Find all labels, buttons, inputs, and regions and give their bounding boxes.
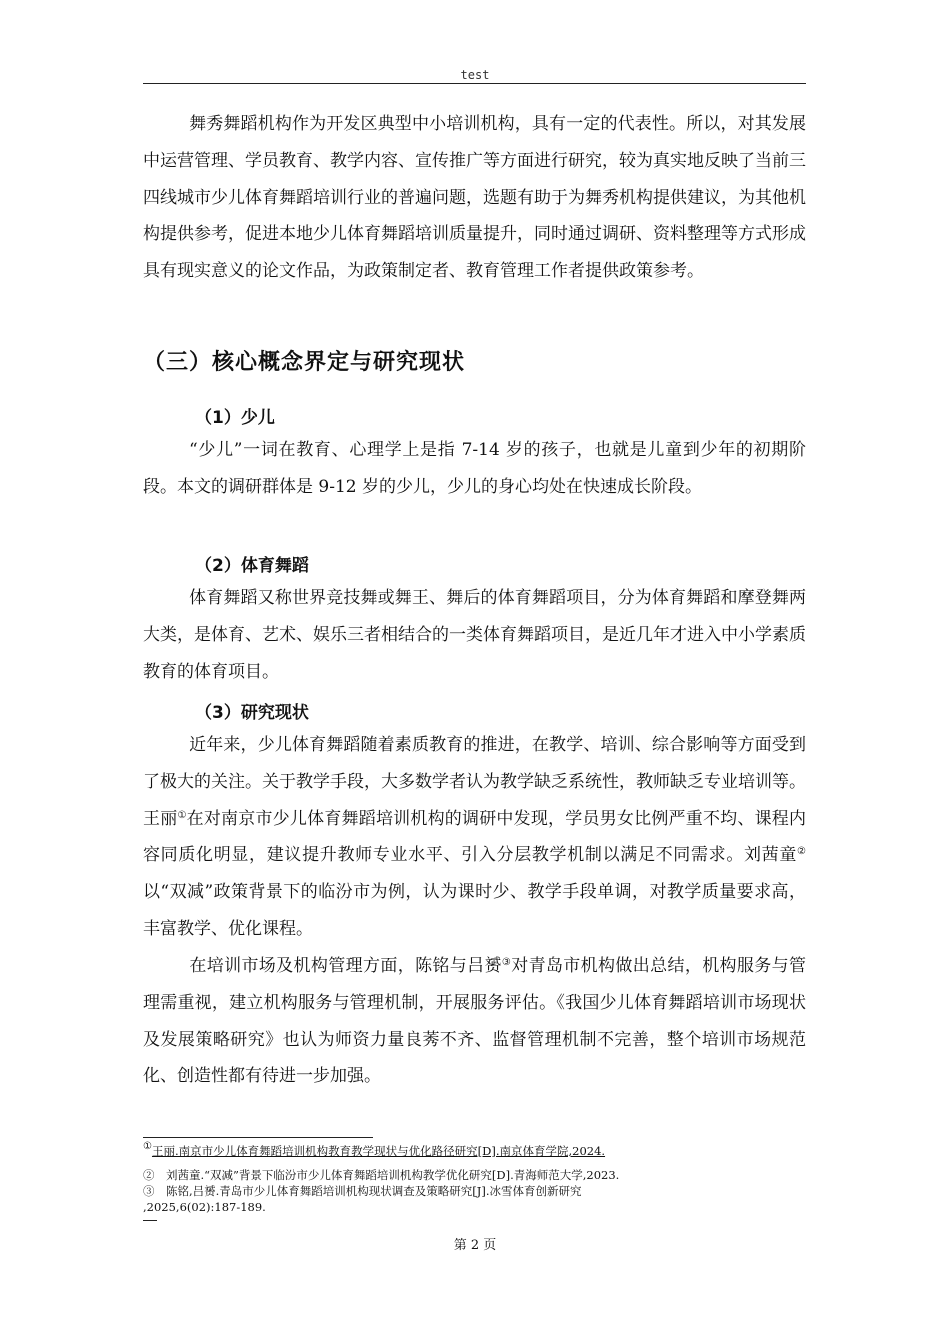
header-rule xyxy=(143,83,806,84)
children-paragraph-text: “少儿”一词在教育、心理学上是指 7-14 岁的孩子，也就是儿童到少年的初期阶段。本文的调研群体是 9-12 岁的少儿，少儿的身心均处在快速成长阶段。 xyxy=(143,440,806,497)
footnote-2: ② 刘茜童.“双减”背景下临汾市少儿体育舞蹈培训机构教学优化研究[D].青海师范大学,2023. xyxy=(143,1168,620,1182)
section-title: （三）核心概念界定与研究现状 xyxy=(143,350,466,375)
research-paragraph-2 xyxy=(143,948,806,1095)
footnote-ref-2[interactable]: ② xyxy=(797,846,806,858)
footnote-separator xyxy=(143,1137,373,1138)
footnote-1-link[interactable]: 王丽.南京市少儿体育舞蹈培训机构教育教学现状与优化路径研究[D].南京体育学院,2024. xyxy=(151,1144,606,1158)
dancesport-paragraph xyxy=(143,580,806,690)
research-paragraph-1-text-b: 在对南京市少儿体育舞蹈培训机构的调研中发现，学员男女比例严重不均、课程内容同质化明显，建议提升教师专业水平、引入分层教学机制以满足不同需求。刘茜童 xyxy=(143,808,807,866)
research-paragraph-1-text-a: 近年来，少儿体育舞蹈随着素质教育的推进，在教学、培训、综合影响等方面受到了极大的关注。关于教学手段，大多数学者认为教学缺乏系统性，教师缺乏专业培训等。王丽 xyxy=(143,735,806,829)
research-paragraph-2-text-a: 在培训市场及机构管理方面，陈铭与吕赟 xyxy=(189,956,502,976)
subsection-title-research-status: （3）研究现状 xyxy=(195,703,309,723)
subsection-title-dancesport: （2）体育舞蹈 xyxy=(195,556,309,576)
footnote-ref-3[interactable]: ③ xyxy=(501,957,512,968)
footnote-1 xyxy=(143,1143,806,1159)
footnote-ref-1[interactable]: ① xyxy=(177,809,187,821)
footnote-3-continuation: ,2025,6(02):187-189. xyxy=(143,1200,266,1214)
page-number: 第 2 页 xyxy=(453,1238,497,1253)
intro-paragraph-text: 舞秀舞蹈机构作为开发区典型中小培训机构，具有一定的代表性。所以，对其发展中运营管理、学员教育、教学内容、宣传推广等方面进行研究，较为真实地反映了当前三四线城市少儿体育舞蹈培训行业的普遍问题，选题有助于为舞秀机构提供建议，为其他机构提供参考，促进本地少儿体育舞蹈培训质量提升，同时通过调研、资料整理等方式形成具有现实意义的论文作品，为政策制定者、教育管理工作者提供政策参考。 xyxy=(143,114,806,282)
dancesport-paragraph-text: 体育舞蹈又称世界竞技舞或舞王、舞后的体育舞蹈项目，分为体育舞蹈和摩登舞两大类，是体育、艺术、娱乐三者相结合的一类体育舞蹈项目，是近几年才进入中小学素质教育的体育项目。 xyxy=(143,588,806,682)
intro-paragraph xyxy=(143,106,806,290)
subsection-title-children: （1）少儿 xyxy=(195,408,275,428)
children-paragraph xyxy=(143,432,806,506)
footnote-1-mark: ① xyxy=(143,1141,152,1152)
footnote-3: ③ 陈铭,吕赟.青岛市少儿体育舞蹈培训机构现状调查及策略研究[J].冰雪体育创新研究 xyxy=(143,1184,582,1198)
page-header: test xyxy=(460,68,490,82)
footer-dash xyxy=(143,1220,157,1221)
research-paragraph-1-text-c: 以“双减”政策背景下的临汾市为例，认为课时少、教学手段单调，对教学质量要求高，丰富教学、优化课程。 xyxy=(143,882,806,939)
research-paragraph-1 xyxy=(143,727,806,948)
research-paragraph-2-text-b: 对青岛市机构做出总结，机构服务与管理需重视，建立机构服务与管理机制，开展服务评估。《我国少儿体育舞蹈培训市场现状及发展策略研究》也认为师资力量良莠不齐、监督管理机制不完善，整个培训市场规范化、创造性都有待进一步加强。 xyxy=(143,956,807,1087)
